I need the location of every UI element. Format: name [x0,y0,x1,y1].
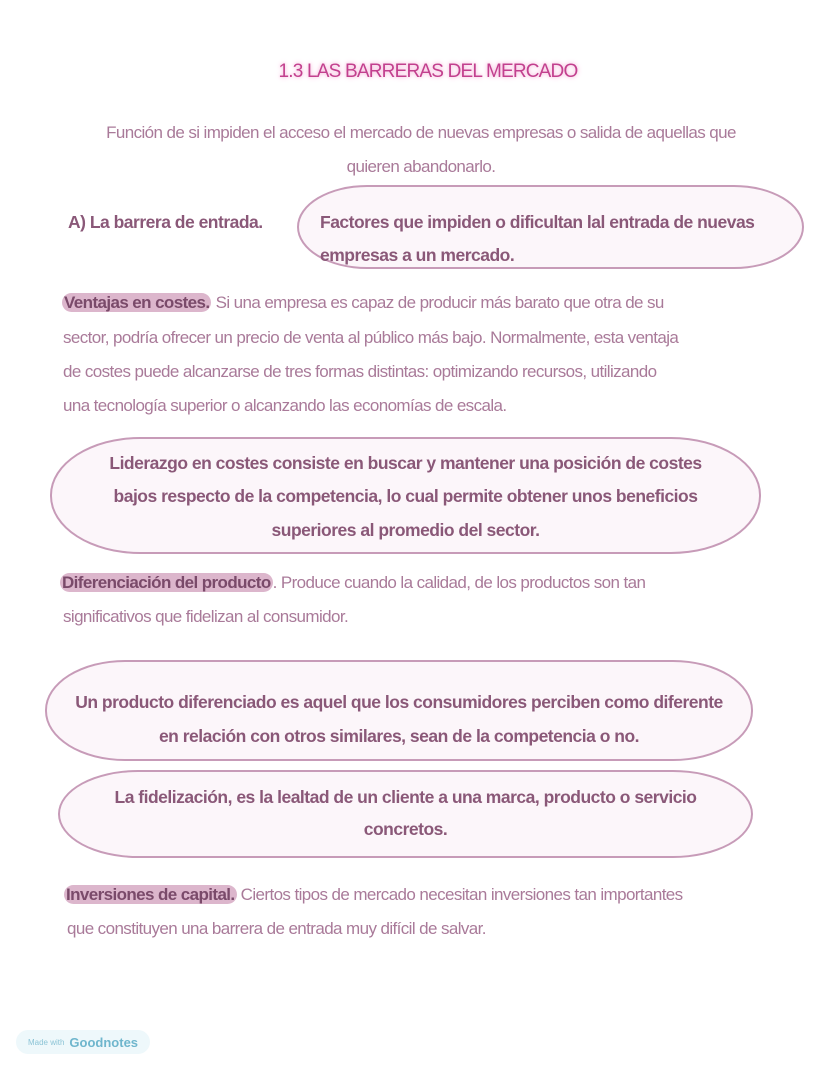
badge-prefix: Made with [27,1037,65,1047]
inversiones-line-2: que constituyen una barrera de entrada muy difícil de salvar. [67,919,486,938]
inversiones-term-highlight: Inversiones de capital. [66,885,235,904]
badge-brand: Goodnotes [69,1034,139,1050]
producto-line-2: en relación con otros similares, sean de la competencia o no. [158,726,640,746]
diferenciacion-line-2: significativos que fidelizan al consumidor. [63,607,349,626]
liderazgo-line-3: superiores al promedio del sector. [271,520,540,540]
definition-line-1: Factores que impiden o dificultan lal entrada de nuevas [320,212,755,232]
inversiones-text: Ciertos tipos de mercado necesitan inversiones tan importantes [236,885,683,904]
ventajas-text: Si una empresa es capaz de producir más barato que otra de su [211,293,664,312]
liderazgo-line-2: bajos respecto de la competencia, lo cual permite obtener unos beneficios [113,486,698,506]
fidelizacion-line-2: concretos. [363,819,448,839]
diferenciacion-term-highlight: Diferenciación del producto [62,573,271,592]
diferenciacion-line-1 [60,571,645,595]
producto-line-1: Un producto diferenciado es aquel que los consumidores perciben como diferente [75,692,723,712]
goodnotes-badge[interactable] [16,1030,150,1054]
intro-line-2: quieren abandonarlo. [346,157,496,176]
ventajas-line-3: de costes puede alcanzarse de tres formas distintas: optimizando recursos, utilizando [63,362,657,381]
ventajas-term-highlight: Ventajas en costes. [64,293,210,312]
definition-line-2: empresas a un mercado. [320,245,515,265]
intro-line-1: Función de si impiden el acceso el mercado de nuevas empresas o salida de aquellas que [106,123,736,142]
ventajas-line-2: sector, podría ofrecer un precio de venta al público más bajo. Normalmente, esta ventaja [63,328,679,347]
barrier-entry-label: A) La barrera de entrada. [68,212,263,232]
liderazgo-line-1: Liderazgo en costes consiste en buscar y mantener una posición de costes [109,453,702,473]
ventajas-line-1 [62,291,664,315]
fidelizacion-box [58,770,753,858]
fidelizacion-line-1: La fidelización, es la lealtad de un cliente a una marca, producto o servicio [114,787,697,807]
page-title: 1.3 LAS BARRERAS DEL MERCADO [278,61,578,82]
ventajas-line-4: una tecnología superior o alcanzando las economías de escala. [63,396,507,415]
inversiones-line-1 [64,883,683,907]
diferenciacion-text: . Produce cuando la calidad, de los productos son tan [272,573,646,592]
